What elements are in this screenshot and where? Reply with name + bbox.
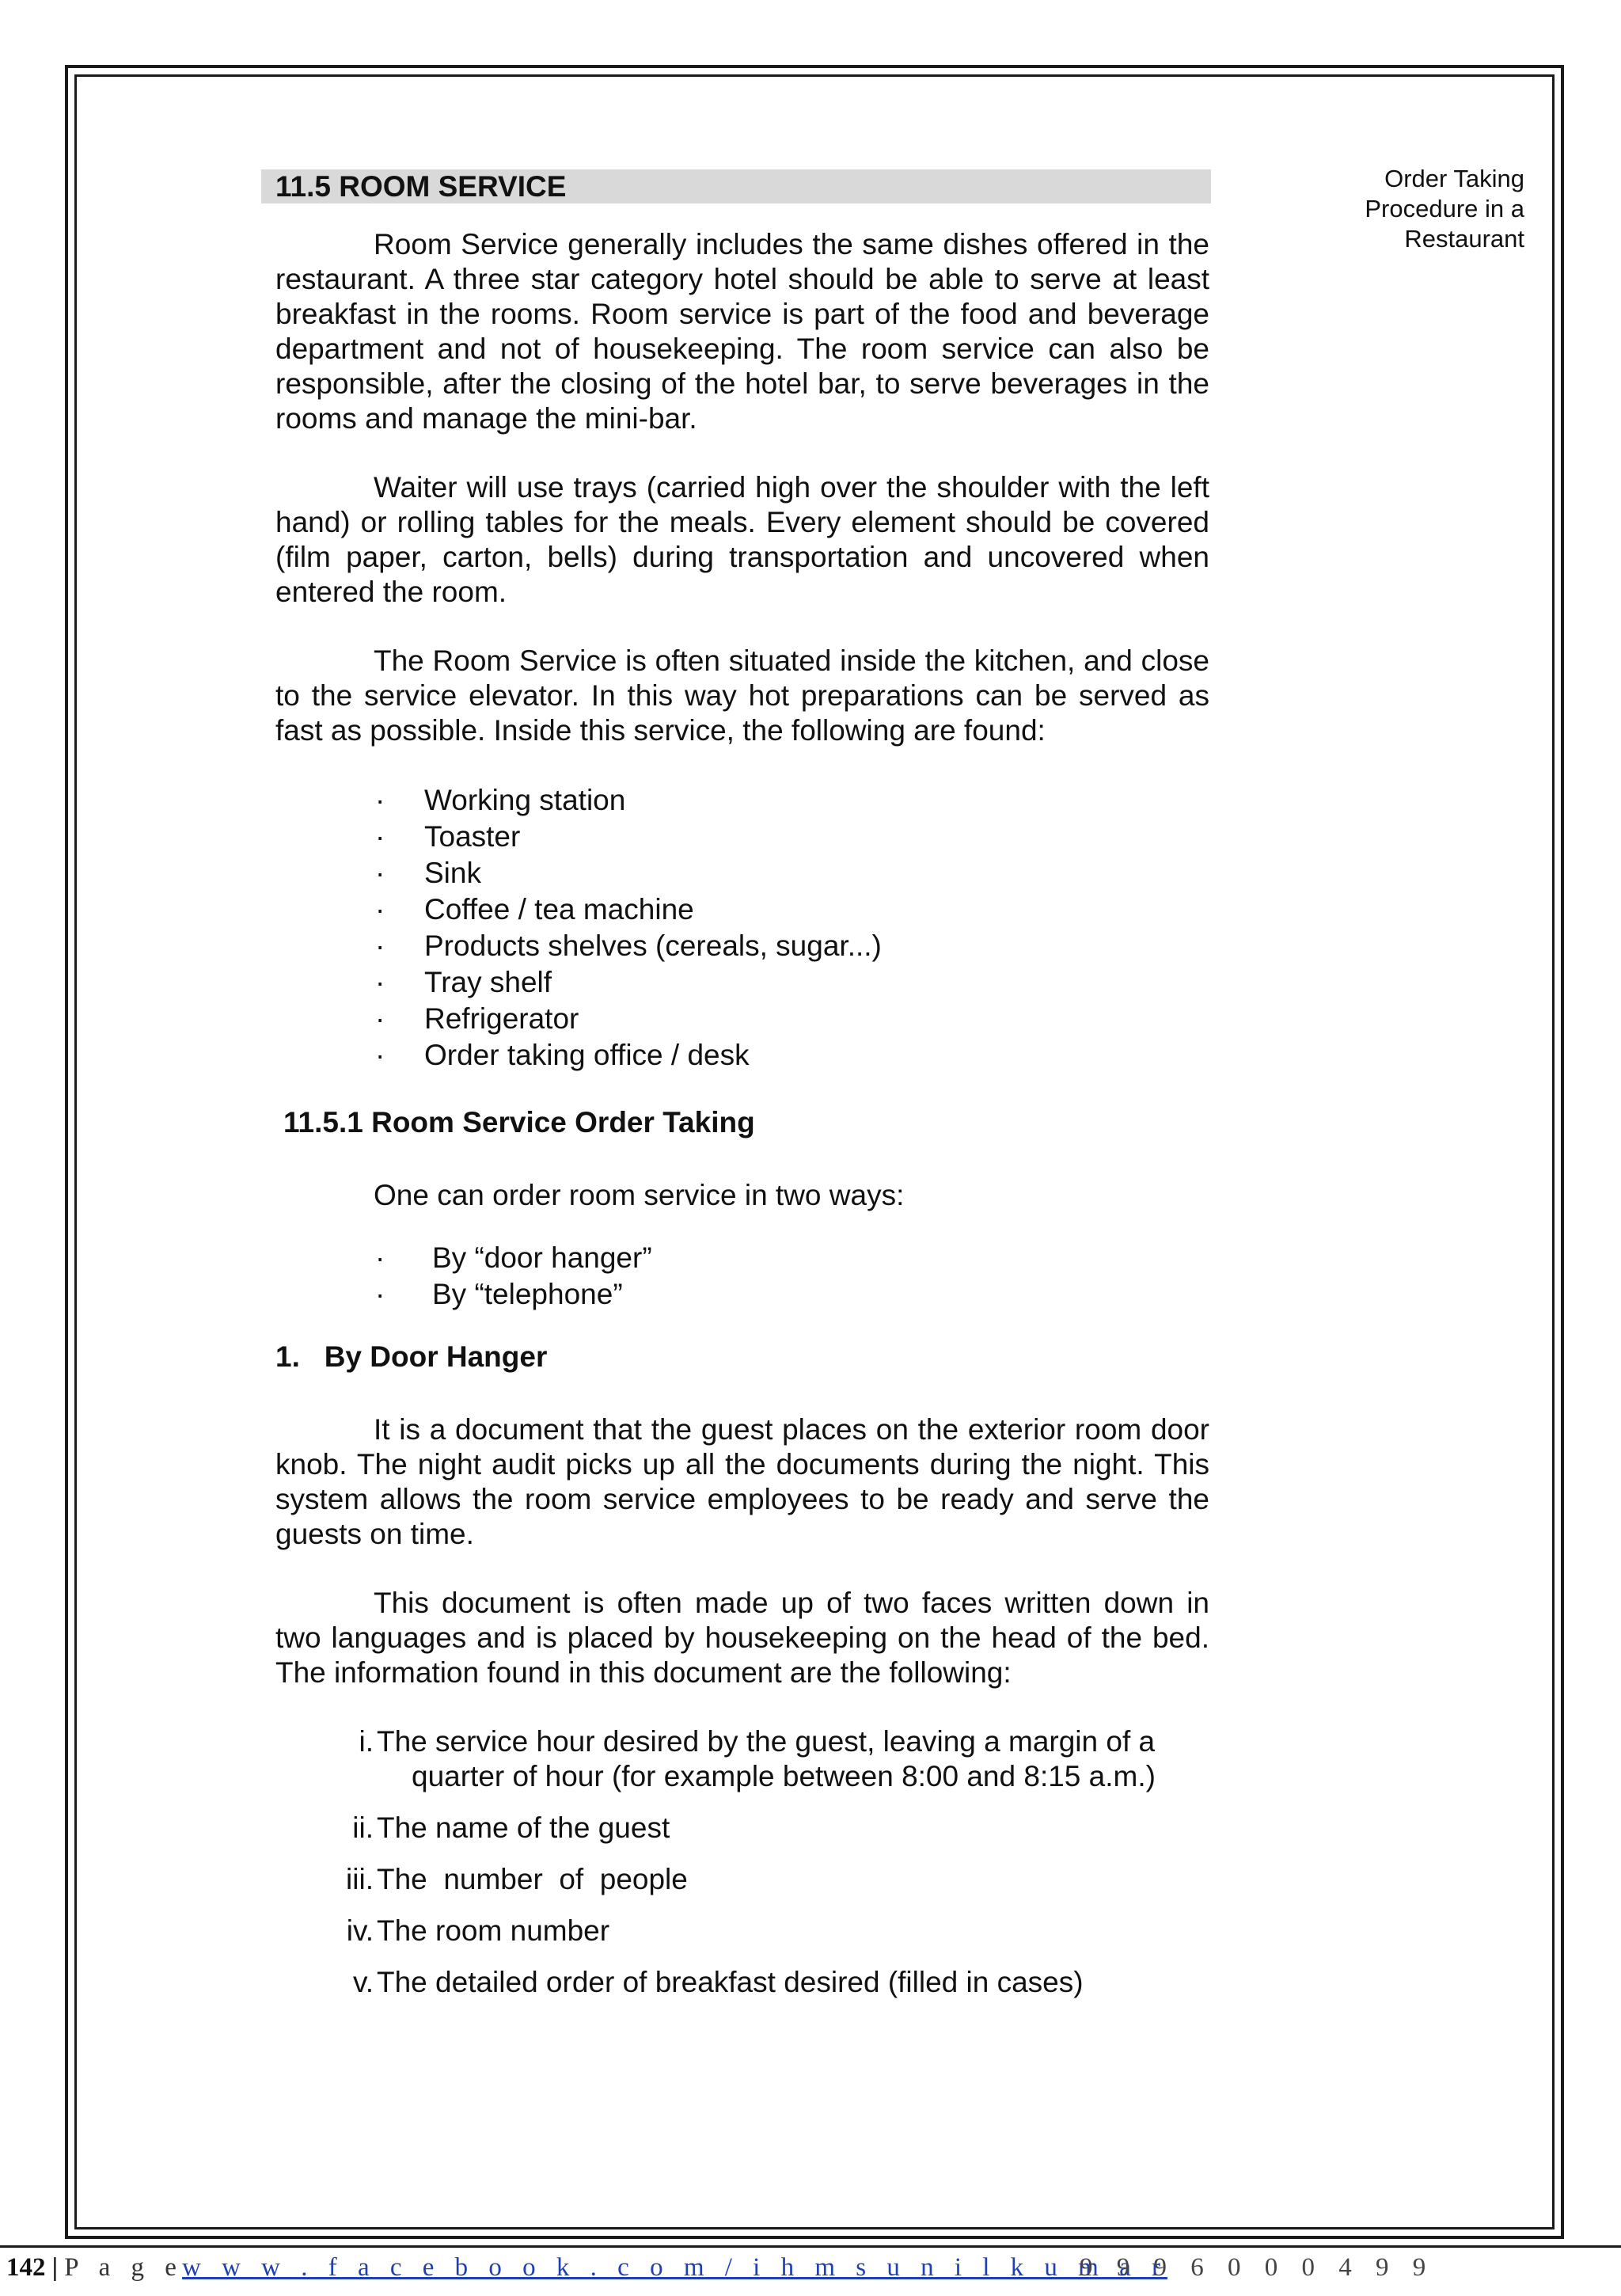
list-item-text: Working station (424, 784, 626, 816)
margin-note-line: Order Taking (1384, 165, 1524, 192)
list-item-text: By “door hanger” (432, 1241, 652, 1274)
bullet-icon: · (375, 1278, 385, 1310)
list-item (275, 928, 1209, 964)
list-item-number: v. (352, 1966, 374, 1998)
paragraph: Room Service generally includes the same dishes offered in the restaurant. A three star category hotel should be able to serve at least breakfast in the rooms. Room service is part of the food and beverage department and not of housekeeping. The room service can also be responsible, after the closing of the hotel bar, to serve beverages in the rooms and manage the mini-bar. (275, 228, 1209, 435)
list-item-text: Refrigerator (424, 1002, 579, 1035)
list-item (275, 1965, 1209, 2000)
list-item-number: i. (359, 1725, 374, 1758)
margin-note-line: Procedure in a (1365, 195, 1524, 222)
bullet-icon: · (375, 784, 385, 816)
list-item (275, 891, 1209, 928)
subsection-heading: 11.5.1 Room Service Order Taking (283, 1106, 755, 1138)
main-content (275, 169, 1209, 2017)
list-item (275, 964, 1209, 1001)
list-item (275, 819, 1209, 855)
list-item-text: The number of people (377, 1863, 688, 1895)
page-number: 142 | (6, 2253, 59, 2282)
door-hanger-info-list (275, 1724, 1209, 2000)
bullet-icon: · (375, 1039, 385, 1071)
list-item-text: Sink (424, 857, 481, 889)
list-item (275, 1037, 1209, 1074)
margin-note (1287, 164, 1524, 254)
footer-rule (0, 2245, 1621, 2248)
list-item (275, 1811, 1209, 1846)
list-item (275, 855, 1209, 891)
list-item-text: Tray shelf (424, 966, 552, 998)
list-item-text: The detailed order of breakfast desired (filled in cases) (377, 1966, 1084, 1998)
list-item-continuation: quarter of hour (for example between 8:00 and 8:15 a.m.) (412, 1760, 1156, 1792)
phone-number: 9 9 9 6 0 0 0 4 9 9 (1080, 2253, 1435, 2282)
paragraph: The Room Service is often situated inside the kitchen, and close to the service elevator. In this way hot preparations can be served as fast as possible. Inside this service, the following are found: (275, 644, 1209, 747)
list-item (275, 1862, 1209, 1897)
margin-note-line: Restaurant (1404, 225, 1524, 253)
list-item-text: By “telephone” (432, 1278, 623, 1310)
equipment-list (275, 782, 1209, 1074)
list-item (275, 1001, 1209, 1037)
list-item-text: Toaster (424, 820, 521, 853)
list-item (275, 1240, 1209, 1276)
paragraph: It is a document that the guest places on the exterior room door knob. The night audit picks up all the documents during the night. This system allows the room service employees to be ready and serve the guests on time. (275, 1413, 1209, 1550)
list-item-text: The room number (377, 1914, 610, 1947)
paragraph: One can order room service in two ways: (374, 1179, 905, 1211)
bullet-icon: · (375, 893, 385, 926)
bullet-icon: · (375, 929, 385, 962)
list-item-number: iii. (346, 1863, 374, 1895)
list-item (275, 1276, 1209, 1313)
paragraph: Waiter will use trays (carried high over the shoulder with the left hand) or rolling tables for the meals. Every element should be covered (film paper, carton, bells) during transportation and uncovered when entered the room. (275, 471, 1209, 608)
list-item-text: Products shelves (cereals, sugar...) (424, 929, 882, 962)
facebook-link[interactable]: w w w . f a c e b o o k . c o m / i h m s u n i l k u m a r (182, 2253, 1167, 2282)
list-item-text: The name of the guest (377, 1811, 670, 1844)
list-item-text: Order taking office / desk (424, 1039, 750, 1071)
bullet-icon: · (375, 1241, 385, 1274)
list-item-number: ii. (352, 1811, 374, 1844)
page-footer (6, 2250, 1435, 2285)
list-item-text: The service hour desired by the guest, leaving a margin of a (377, 1725, 1156, 1758)
bullet-icon: · (375, 966, 385, 998)
list-item-number: iv. (346, 1914, 374, 1947)
numbered-heading (275, 1340, 1209, 1374)
list-item (275, 1724, 1209, 1794)
list-item (275, 1914, 1209, 1948)
paragraph: This document is often made up of two faces written down in two languages and is placed by housekeeping on the head of the bed. The information found in this document are the following: (275, 1587, 1209, 1689)
bullet-icon: · (375, 1002, 385, 1035)
section-heading: 11.5 ROOM SERVICE (261, 169, 1211, 203)
order-ways-list (275, 1240, 1209, 1313)
numbered-heading-text: 1. By Door Hanger (275, 1340, 548, 1373)
list-item (275, 782, 1209, 819)
bullet-icon: · (375, 820, 385, 853)
list-item-text: Coffee / tea machine (424, 893, 694, 926)
page-label: P a g e (64, 2253, 184, 2282)
bullet-icon: · (375, 857, 385, 889)
